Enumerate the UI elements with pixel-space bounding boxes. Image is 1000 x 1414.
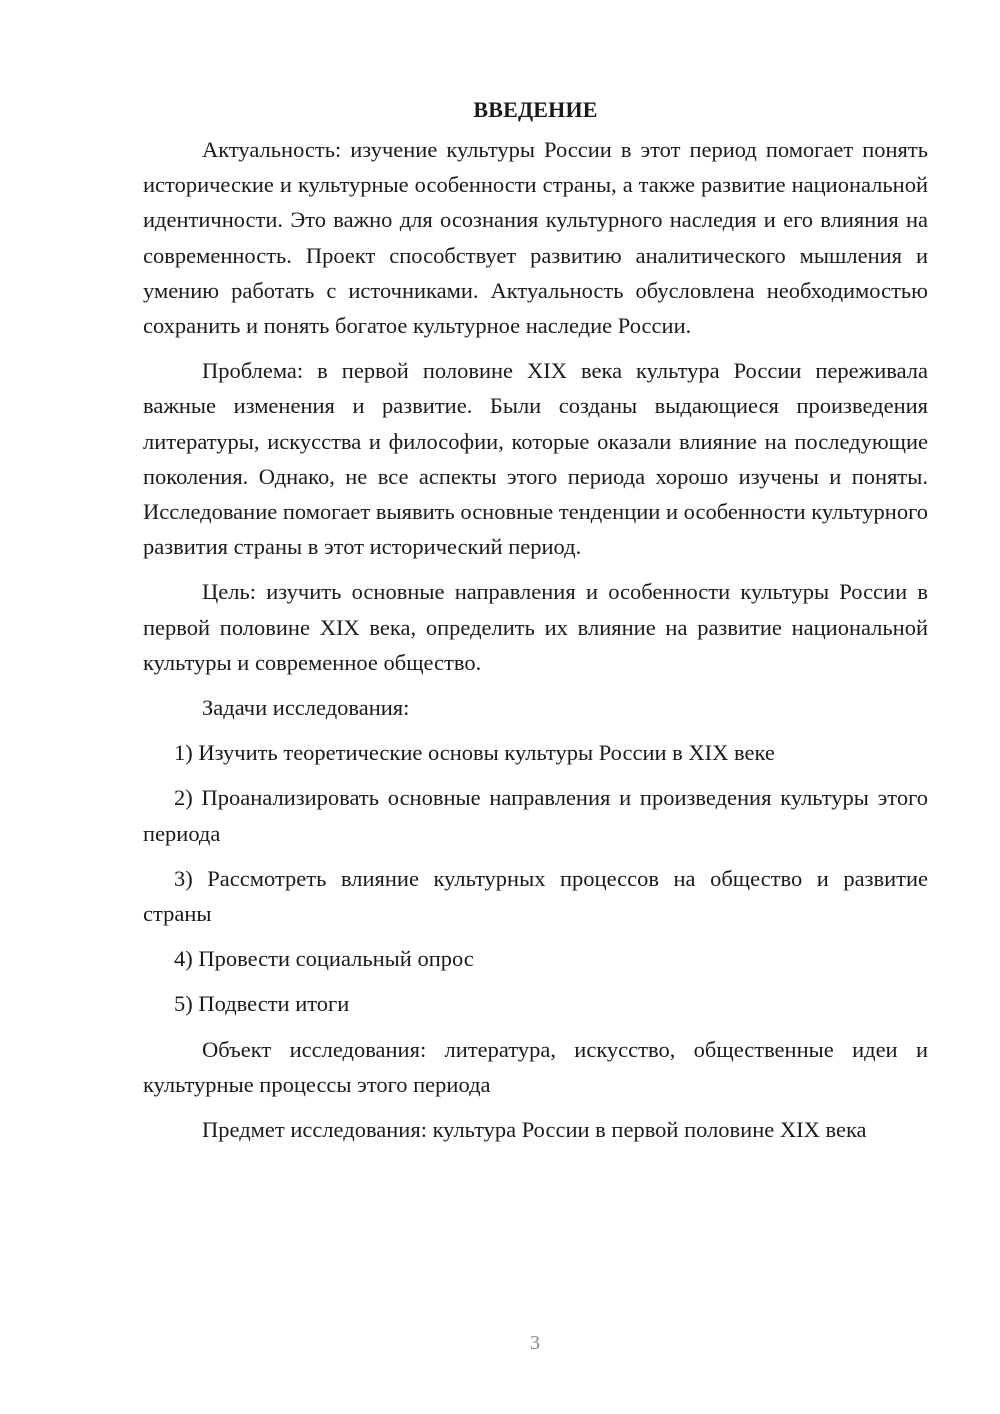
- list-item: 1) Изучить теоретические основы культуры России в XIX веке: [174, 740, 775, 766]
- list-item: 3) Рассмотреть влияние культурных процессов на общество и развитие страны: [143, 865, 928, 927]
- paragraph-relevance: Актуальность: изучение культуры России в этот период помогает понять исторические и культурные особенности страны, а также развитие национальной идентичности. Это важно для осознания культурного наследия и его влияния на современность. Проект способствует развитию аналитического мышления и умению работать с источниками. Актуальность обусловлена необходимостью сохранить и понять богатое культурное наследие России.: [143, 137, 928, 339]
- list-item: 5) Подвести итоги: [174, 991, 350, 1017]
- paragraph-problem: Проблема: в первой половине XIX века культура России переживала важные изменения и развитие. Были созданы выдающиеся произведения литературы, искусства и философии, которые оказали влияние на последующие поколения. Однако, не все аспекты этого периода хорошо изучены и поняты. Исследование помогает выявить основные тенденции и особенности культурного развития страны в этот исторический период.: [143, 358, 928, 560]
- paragraph-goal: Цель: изучить основные направления и особенности культуры России в первой половине XIX века, определить их влияние на развитие национальной культуры и современное общество.: [143, 579, 928, 675]
- paragraph-subject: Предмет исследования: культура России в первой половине XIX века: [202, 1117, 867, 1143]
- list-item: 4) Провести социальный опрос: [174, 946, 474, 972]
- document-page: [143, 92, 928, 1157]
- tasks-list: [143, 735, 928, 1021]
- list-item: 2) Проанализировать основные направления и произведения культуры этого периода: [143, 785, 928, 846]
- paragraph-object: Объект исследования: литература, искусство, общественные идеи и культурные процессы этого периода: [143, 1036, 928, 1097]
- tasks-heading: Задачи исследования:: [202, 695, 410, 721]
- page-title: ВВЕДЕНИЕ: [473, 97, 598, 122]
- page-number: 3: [530, 1332, 540, 1354]
